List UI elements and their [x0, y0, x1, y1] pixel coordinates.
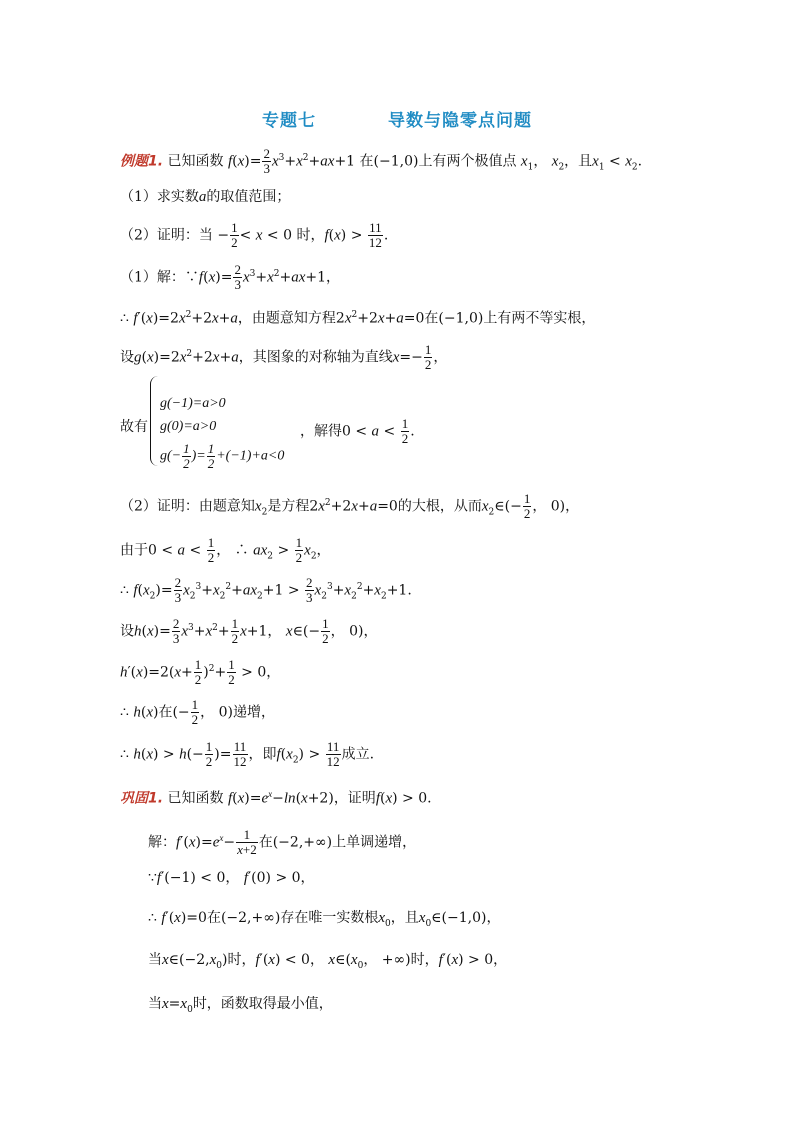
question-1: （1）求实数a的取值范围； — [120, 189, 291, 205]
example-2-stem: 巩固1. 已知函数 $f(x)=e^x-\ln(x+2)$，证明f(x) > 0. — [120, 789, 432, 807]
system-row-2: g(0)=a>0 — [160, 419, 217, 434]
example-2-line-4: 当$x\in(-2,x_0)$时，f′(x) < 0， $x\in(x_0$， +∞)时，f′(x) > 0， — [148, 952, 508, 971]
example-2-line-1: 解：$f'(x)=e^x-$ $\frac{1}{x+2}$ 在(−2,+∞)上单调递增， — [148, 827, 417, 858]
example-2-label: 巩固1. — [120, 790, 164, 807]
proof-line-5: h′(x)=2(x+ $\frac{1}{2}$ )$^2$+ $\frac{1}{2}$ > 0， — [120, 657, 281, 687]
solution-1-line-2: ∴ $f'(x)=2x^2+2x+a$，由题意知方程$2x^2+2x+a=0$在(−1,0)上有两不等实根， — [120, 310, 596, 327]
proof-line-2: 由于0 < a < $\frac{1}{2}$ ， ∴ $ax_2$ > $\frac{1}{2}$ $x_2$， — [120, 535, 331, 565]
system-row-1: g(−1)=a>0 — [160, 396, 226, 411]
solution-1-line-1: （1）解：∵f(x)= $\frac{2}{3}$ $x^3+x^2+ax+1$， — [120, 262, 341, 292]
solution-1-result: ，解得0 < a < $\frac{1}{2}$ . — [300, 416, 415, 446]
proof-line-1: （2）证明：由题意知$x_2$是方程$2x^2+2x+a=0$的大根，从而$x_2\in(-$ $\frac{1}{2}$ ， 0)， — [120, 491, 580, 521]
title-topic: 专题七 — [262, 111, 316, 131]
solution-1-line-3: 设$g(x)=2x^2+2x+a$，其图象的对称轴为直线x=− $\frac{1}{2}$ ， — [120, 342, 448, 372]
question-2: （2）证明：当 − $\frac{1}{2}$ < x < 0 时，f(x) > $\frac{11}{12}$ . — [120, 220, 389, 250]
example-2-line-5: 当$x=x_0$时，函数取得最小值， — [148, 996, 333, 1015]
proof-line-4: 设h(x)= $\frac{2}{3}$ $x^3+x^2+$ $\frac{1}{2}$ x+1， x∈(− $\frac{1}{2}$ ， 0)， — [120, 616, 378, 646]
example-2-line-2: ∵f′(−1) < 0， f′(0) > 0， — [148, 870, 315, 886]
example-1-label: 例题1. — [120, 153, 164, 170]
solution-1-system-intro: 故有 — [120, 419, 148, 435]
example-1-stem: 例题1. 已知函数 f(x)= $\frac{2}{3}$ $x^3+x^2+ax+1$ 在(−1,0)上有两个极值点 $x_1$， $x_2$，且$x_1 < x_2$. — [120, 146, 643, 176]
system-row-3: g(− $\frac{1}{2}$ )= $\frac{1}{2}$ +(−1)+a<0 — [160, 441, 285, 471]
proof-line-3: ∴ $f(x_2)=$ $\frac{2}{3}$ $x_2^3+x_2^2+ax_2+1$ > $\frac{2}{3}$ $x_2^3+x_2^2+x_2+1$. — [120, 575, 412, 605]
proof-line-7: ∴ h(x) > h(− $\frac{1}{2}$ )= $\frac{11}{12}$ ，即$f(x_2)$ > $\frac{11}{12}$ 成立. — [120, 739, 375, 769]
page-title — [0, 106, 794, 131]
title-subject: 导数与隐零点问题 — [388, 111, 532, 131]
proof-line-6: ∴ h(x)在(− $\frac{1}{2}$ ， 0)递增， — [120, 697, 275, 727]
example-2-line-3: ∴ f′(x)=0在(−2,+∞)存在唯一实数根$x_0$，且$x_0\in(-1,0)$， — [148, 910, 501, 929]
